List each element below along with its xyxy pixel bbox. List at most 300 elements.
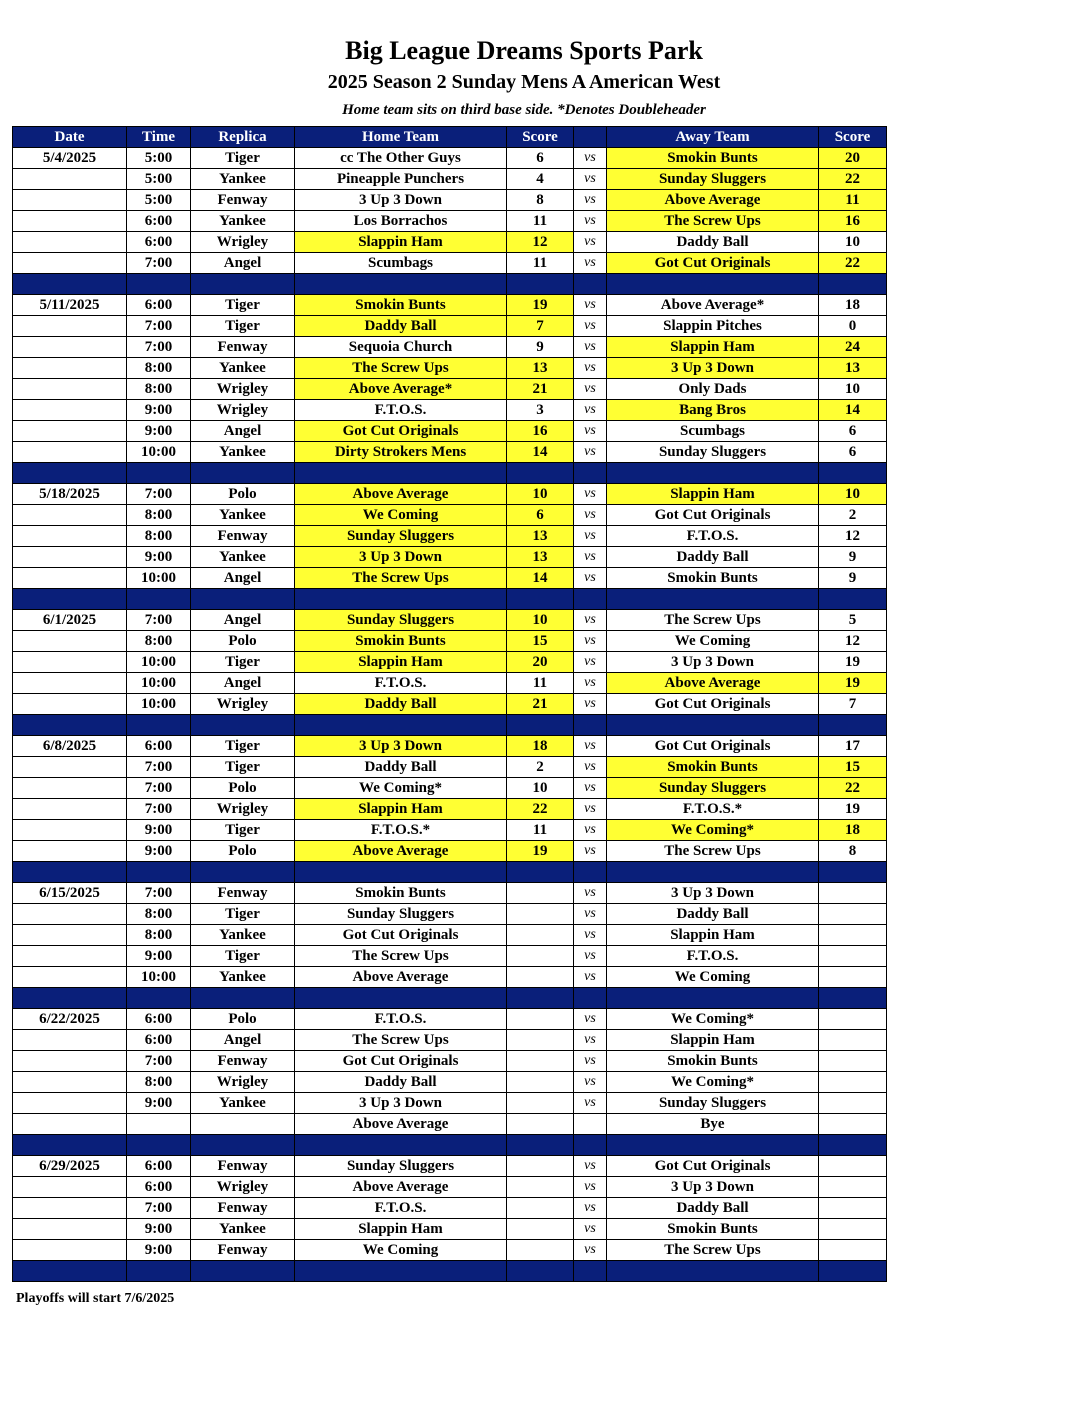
replica-cell: Polo [191, 841, 295, 862]
away-team-cell: Smokin Bunts [607, 1219, 819, 1240]
table-row [13, 946, 887, 967]
home-score-cell [507, 925, 574, 946]
away-score-cell [819, 883, 887, 904]
separator-cell [295, 274, 507, 295]
away-team-cell: Smokin Bunts [607, 1051, 819, 1072]
replica-cell: Angel [191, 673, 295, 694]
home-score-cell: 8 [507, 190, 574, 211]
away-team-cell: F.T.O.S.* [607, 799, 819, 820]
replica-cell: Polo [191, 631, 295, 652]
time-cell: 6:00 [127, 1156, 191, 1177]
replica-cell: Yankee [191, 1093, 295, 1114]
home-score-cell: 11 [507, 673, 574, 694]
home-team-cell: Los Borrachos [295, 211, 507, 232]
week-separator-row [13, 463, 887, 484]
home-score-cell [507, 1051, 574, 1072]
date-cell [13, 1114, 127, 1135]
table-row [13, 232, 887, 253]
home-team-cell: F.T.O.S.* [295, 820, 507, 841]
col-header-home-team: Home Team [295, 127, 507, 148]
home-score-cell: 14 [507, 568, 574, 589]
away-team-cell: The Screw Ups [607, 841, 819, 862]
home-score-cell: 16 [507, 421, 574, 442]
separator-cell [819, 463, 887, 484]
table-row [13, 148, 887, 169]
separator-cell [819, 589, 887, 610]
col-header-away-team: Away Team [607, 127, 819, 148]
home-team-cell: Smokin Bunts [295, 631, 507, 652]
home-score-cell: 4 [507, 169, 574, 190]
date-cell [13, 379, 127, 400]
away-score-cell: 22 [819, 169, 887, 190]
away-score-cell: 14 [819, 400, 887, 421]
separator-cell [819, 715, 887, 736]
separator-cell [507, 988, 574, 1009]
time-cell: 6:00 [127, 1030, 191, 1051]
away-team-cell: Daddy Ball [607, 232, 819, 253]
away-score-cell: 12 [819, 631, 887, 652]
table-row [13, 1051, 887, 1072]
date-cell [13, 442, 127, 463]
time-cell: 9:00 [127, 547, 191, 568]
time-cell: 7:00 [127, 1051, 191, 1072]
vs-cell: vs [574, 547, 607, 568]
home-team-cell: Above Average [295, 484, 507, 505]
time-cell: 9:00 [127, 1240, 191, 1261]
schedule-table [12, 126, 887, 1282]
date-cell [13, 652, 127, 673]
time-cell: 6:00 [127, 211, 191, 232]
table-row [13, 736, 887, 757]
time-cell: 8:00 [127, 631, 191, 652]
home-score-cell: 10 [507, 778, 574, 799]
separator-cell [574, 1261, 607, 1282]
away-team-cell: We Coming* [607, 820, 819, 841]
date-cell: 5/4/2025 [13, 148, 127, 169]
home-team-cell: Sequoia Church [295, 337, 507, 358]
away-score-cell: 20 [819, 148, 887, 169]
vs-cell: vs [574, 295, 607, 316]
time-cell: 6:00 [127, 736, 191, 757]
table-row [13, 568, 887, 589]
away-score-cell: 0 [819, 316, 887, 337]
separator-cell [127, 463, 191, 484]
away-score-cell [819, 904, 887, 925]
home-score-cell: 21 [507, 694, 574, 715]
separator-cell [507, 463, 574, 484]
separator-cell [127, 1261, 191, 1282]
home-score-cell: 6 [507, 505, 574, 526]
separator-cell [819, 988, 887, 1009]
separator-cell [295, 988, 507, 1009]
date-cell [13, 694, 127, 715]
vs-cell: vs [574, 820, 607, 841]
date-cell: 6/22/2025 [13, 1009, 127, 1030]
date-cell: 5/11/2025 [13, 295, 127, 316]
separator-cell [607, 463, 819, 484]
separator-cell [607, 715, 819, 736]
vs-cell: vs [574, 358, 607, 379]
time-cell: 10:00 [127, 694, 191, 715]
separator-cell [574, 1135, 607, 1156]
separator-cell [607, 1135, 819, 1156]
col-header-replica: Replica [191, 127, 295, 148]
away-score-cell: 5 [819, 610, 887, 631]
replica-cell: Wrigley [191, 1072, 295, 1093]
time-cell [127, 1114, 191, 1135]
separator-cell [295, 589, 507, 610]
table-row [13, 925, 887, 946]
vs-cell: vs [574, 1030, 607, 1051]
away-score-cell: 12 [819, 526, 887, 547]
away-score-cell: 19 [819, 673, 887, 694]
away-team-cell: Above Average [607, 673, 819, 694]
away-team-cell: We Coming [607, 967, 819, 988]
separator-cell [191, 1135, 295, 1156]
date-cell [13, 1198, 127, 1219]
home-score-cell: 6 [507, 148, 574, 169]
separator-cell [191, 274, 295, 295]
away-score-cell [819, 1051, 887, 1072]
home-team-cell: Smokin Bunts [295, 883, 507, 904]
time-cell: 9:00 [127, 946, 191, 967]
table-row [13, 1114, 887, 1135]
home-score-cell: 11 [507, 820, 574, 841]
away-score-cell [819, 1114, 887, 1135]
vs-cell: vs [574, 652, 607, 673]
home-team-cell: Slappin Ham [295, 1219, 507, 1240]
replica-cell: Tiger [191, 316, 295, 337]
away-score-cell: 10 [819, 484, 887, 505]
time-cell: 6:00 [127, 1009, 191, 1030]
home-team-cell: Above Average [295, 1177, 507, 1198]
replica-cell: Yankee [191, 169, 295, 190]
away-team-cell: Slappin Ham [607, 337, 819, 358]
away-team-cell: Sunday Sluggers [607, 1093, 819, 1114]
separator-cell [574, 715, 607, 736]
table-row [13, 610, 887, 631]
table-row [13, 820, 887, 841]
away-score-cell: 19 [819, 799, 887, 820]
home-team-cell: We Coming [295, 505, 507, 526]
separator-cell [819, 1261, 887, 1282]
home-team-cell: Slappin Ham [295, 232, 507, 253]
time-cell: 7:00 [127, 757, 191, 778]
time-cell: 6:00 [127, 1177, 191, 1198]
replica-cell: Fenway [191, 883, 295, 904]
vs-cell: vs [574, 799, 607, 820]
away-score-cell: 18 [819, 820, 887, 841]
home-team-cell: The Screw Ups [295, 1030, 507, 1051]
home-score-cell: 15 [507, 631, 574, 652]
separator-cell [819, 1135, 887, 1156]
away-team-cell: Daddy Ball [607, 1198, 819, 1219]
home-score-cell: 3 [507, 400, 574, 421]
separator-cell [13, 1135, 127, 1156]
away-score-cell [819, 946, 887, 967]
away-team-cell: 3 Up 3 Down [607, 883, 819, 904]
date-cell [13, 904, 127, 925]
table-row [13, 421, 887, 442]
separator-cell [191, 715, 295, 736]
home-score-cell: 11 [507, 211, 574, 232]
replica-cell: Wrigley [191, 694, 295, 715]
time-cell: 10:00 [127, 442, 191, 463]
table-row [13, 799, 887, 820]
separator-cell [295, 1261, 507, 1282]
time-cell: 7:00 [127, 883, 191, 904]
date-cell [13, 169, 127, 190]
vs-cell: vs [574, 148, 607, 169]
time-cell: 7:00 [127, 610, 191, 631]
separator-cell [191, 988, 295, 1009]
replica-cell [191, 1114, 295, 1135]
home-team-cell: Pineapple Punchers [295, 169, 507, 190]
table-row [13, 694, 887, 715]
date-cell [13, 547, 127, 568]
away-score-cell: 9 [819, 568, 887, 589]
time-cell: 10:00 [127, 568, 191, 589]
separator-cell [819, 862, 887, 883]
home-score-cell [507, 967, 574, 988]
away-score-cell: 19 [819, 652, 887, 673]
vs-cell: vs [574, 211, 607, 232]
away-score-cell [819, 1030, 887, 1051]
date-cell [13, 568, 127, 589]
separator-cell [13, 463, 127, 484]
home-team-cell: Above Average [295, 967, 507, 988]
home-team-cell: The Screw Ups [295, 358, 507, 379]
replica-cell: Yankee [191, 547, 295, 568]
table-row [13, 904, 887, 925]
separator-cell [13, 274, 127, 295]
separator-cell [574, 463, 607, 484]
date-cell: 6/29/2025 [13, 1156, 127, 1177]
vs-cell: vs [574, 1198, 607, 1219]
table-row [13, 1030, 887, 1051]
page-subtitle: 2025 Season 2 Sunday Mens A American West [327, 71, 721, 93]
replica-cell: Tiger [191, 148, 295, 169]
table-row [13, 778, 887, 799]
away-score-cell: 15 [819, 757, 887, 778]
separator-cell [507, 589, 574, 610]
home-score-cell: 12 [507, 232, 574, 253]
home-score-cell [507, 1009, 574, 1030]
table-row [13, 169, 887, 190]
replica-cell: Wrigley [191, 400, 295, 421]
away-team-cell: Smokin Bunts [607, 148, 819, 169]
away-score-cell [819, 1093, 887, 1114]
date-cell: 5/18/2025 [13, 484, 127, 505]
time-cell: 8:00 [127, 505, 191, 526]
away-score-cell [819, 925, 887, 946]
separator-cell [507, 274, 574, 295]
away-score-cell: 10 [819, 379, 887, 400]
table-row [13, 757, 887, 778]
home-score-cell: 13 [507, 358, 574, 379]
table-row [13, 190, 887, 211]
home-team-cell: Daddy Ball [295, 1072, 507, 1093]
separator-cell [607, 589, 819, 610]
vs-cell: vs [574, 1156, 607, 1177]
replica-cell: Tiger [191, 757, 295, 778]
col-header-date: Date [13, 127, 127, 148]
separator-cell [191, 1261, 295, 1282]
date-cell [13, 253, 127, 274]
separator-cell [607, 988, 819, 1009]
week-separator-row [13, 715, 887, 736]
away-score-cell: 10 [819, 232, 887, 253]
vs-cell: vs [574, 967, 607, 988]
separator-cell [13, 589, 127, 610]
home-score-cell [507, 1240, 574, 1261]
away-team-cell: Daddy Ball [607, 904, 819, 925]
home-score-cell: 19 [507, 841, 574, 862]
separator-cell [295, 463, 507, 484]
home-team-cell: F.T.O.S. [295, 400, 507, 421]
separator-cell [507, 1261, 574, 1282]
home-team-cell: Sunday Sluggers [295, 526, 507, 547]
away-score-cell: 11 [819, 190, 887, 211]
vs-cell: vs [574, 694, 607, 715]
vs-cell: vs [574, 673, 607, 694]
time-cell: 10:00 [127, 652, 191, 673]
date-cell [13, 1093, 127, 1114]
separator-cell [127, 988, 191, 1009]
table-row [13, 358, 887, 379]
table-row [13, 337, 887, 358]
replica-cell: Yankee [191, 505, 295, 526]
away-score-cell [819, 1177, 887, 1198]
time-cell: 5:00 [127, 148, 191, 169]
separator-cell [13, 862, 127, 883]
away-team-cell: Slappin Ham [607, 925, 819, 946]
away-score-cell [819, 967, 887, 988]
separator-cell [574, 988, 607, 1009]
separator-cell [127, 1135, 191, 1156]
table-row [13, 505, 887, 526]
vs-cell: vs [574, 379, 607, 400]
home-team-cell: The Screw Ups [295, 568, 507, 589]
home-score-cell: 13 [507, 526, 574, 547]
date-cell [13, 505, 127, 526]
table-row [13, 547, 887, 568]
table-row [13, 841, 887, 862]
vs-cell: vs [574, 1219, 607, 1240]
replica-cell: Tiger [191, 295, 295, 316]
vs-cell: vs [574, 946, 607, 967]
home-score-cell [507, 1114, 574, 1135]
time-cell: 9:00 [127, 400, 191, 421]
week-separator-row [13, 1261, 887, 1282]
home-team-cell: 3 Up 3 Down [295, 547, 507, 568]
vs-cell: vs [574, 337, 607, 358]
away-score-cell: 22 [819, 253, 887, 274]
date-cell [13, 967, 127, 988]
away-score-cell: 6 [819, 421, 887, 442]
time-cell: 9:00 [127, 841, 191, 862]
replica-cell: Angel [191, 610, 295, 631]
away-team-cell: We Coming [607, 631, 819, 652]
vs-cell: vs [574, 484, 607, 505]
home-score-cell [507, 1030, 574, 1051]
date-cell [13, 316, 127, 337]
home-team-cell: Daddy Ball [295, 694, 507, 715]
home-score-cell: 10 [507, 610, 574, 631]
home-team-cell: F.T.O.S. [295, 1198, 507, 1219]
separator-cell [295, 862, 507, 883]
away-team-cell: Got Cut Originals [607, 253, 819, 274]
separator-cell [127, 589, 191, 610]
replica-cell: Angel [191, 421, 295, 442]
away-score-cell: 17 [819, 736, 887, 757]
time-cell: 7:00 [127, 799, 191, 820]
vs-cell: vs [574, 169, 607, 190]
home-score-cell: 7 [507, 316, 574, 337]
away-team-cell: Got Cut Originals [607, 505, 819, 526]
time-cell: 8:00 [127, 904, 191, 925]
replica-cell: Tiger [191, 736, 295, 757]
home-score-cell [507, 904, 574, 925]
home-team-cell: Daddy Ball [295, 316, 507, 337]
home-team-cell: Sunday Sluggers [295, 610, 507, 631]
away-team-cell: F.T.O.S. [607, 946, 819, 967]
time-cell: 9:00 [127, 421, 191, 442]
home-score-cell: 14 [507, 442, 574, 463]
away-score-cell [819, 1198, 887, 1219]
home-team-cell: Slappin Ham [295, 799, 507, 820]
date-cell [13, 673, 127, 694]
date-cell [13, 925, 127, 946]
table-row [13, 1198, 887, 1219]
col-header-away-score: Score [819, 127, 887, 148]
table-row [13, 1072, 887, 1093]
away-team-cell: We Coming* [607, 1009, 819, 1030]
time-cell: 8:00 [127, 1072, 191, 1093]
vs-cell: vs [574, 442, 607, 463]
table-row [13, 631, 887, 652]
replica-cell: Wrigley [191, 799, 295, 820]
table-row [13, 442, 887, 463]
home-team-cell: 3 Up 3 Down [295, 190, 507, 211]
home-team-cell: Got Cut Originals [295, 421, 507, 442]
away-team-cell: Daddy Ball [607, 547, 819, 568]
vs-cell: vs [574, 1093, 607, 1114]
date-cell [13, 1240, 127, 1261]
table-row [13, 316, 887, 337]
away-score-cell: 13 [819, 358, 887, 379]
date-cell [13, 1072, 127, 1093]
replica-cell: Yankee [191, 442, 295, 463]
table-row [13, 1240, 887, 1261]
vs-cell: vs [574, 778, 607, 799]
replica-cell: Polo [191, 484, 295, 505]
header-note: Home team sits on third base side. *Denotes Doubleheader [342, 102, 706, 118]
separator-cell [574, 274, 607, 295]
home-score-cell [507, 1177, 574, 1198]
home-score-cell [507, 1093, 574, 1114]
separator-cell [13, 715, 127, 736]
home-score-cell: 9 [507, 337, 574, 358]
home-team-cell: Above Average* [295, 379, 507, 400]
time-cell: 5:00 [127, 190, 191, 211]
date-cell [13, 946, 127, 967]
time-cell: 6:00 [127, 232, 191, 253]
replica-cell: Fenway [191, 1240, 295, 1261]
home-score-cell [507, 1072, 574, 1093]
away-team-cell: We Coming* [607, 1072, 819, 1093]
table-row [13, 1177, 887, 1198]
